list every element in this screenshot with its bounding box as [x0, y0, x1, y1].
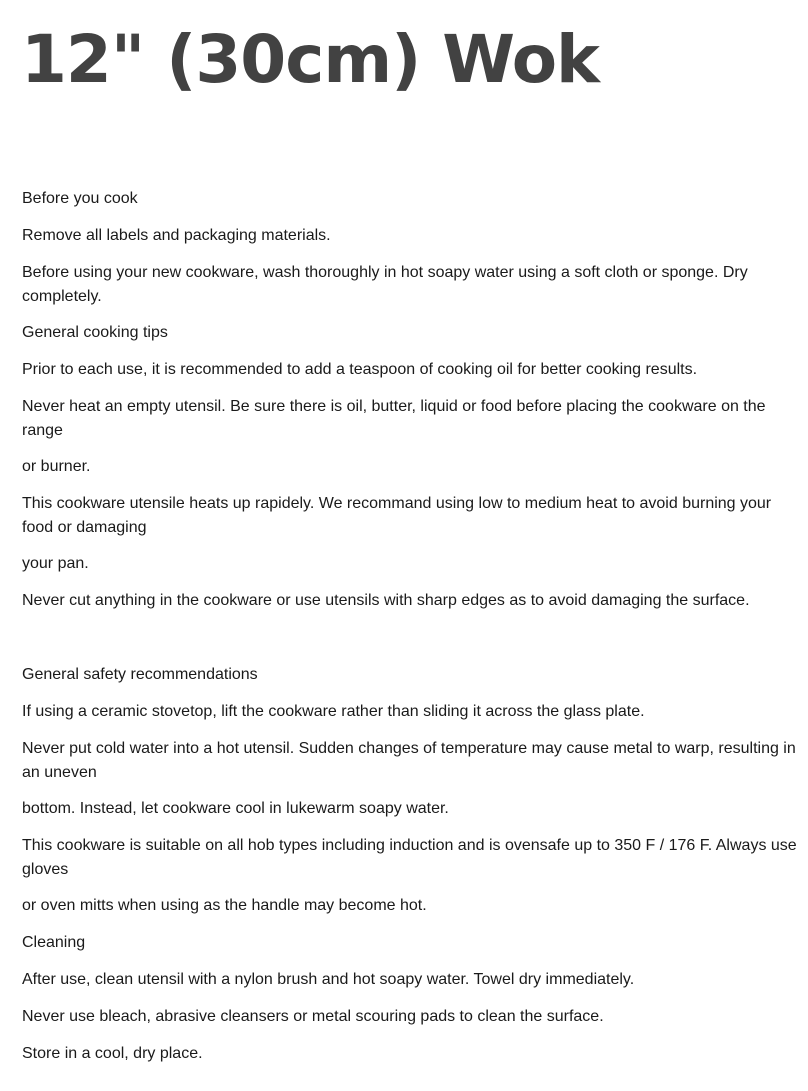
paragraph: Never heat an empty utensil. Be sure there is oil, butter, liquid or food before placing the cookware on the range	[22, 398, 766, 439]
paragraph: This cookware is suitable on all hob types including induction and is ovensafe up to 350 F / 176 F. Always use gloves	[22, 837, 797, 878]
section-heading-before-you-cook: Before you cook	[22, 190, 138, 207]
paragraph: Store in a cool, dry place.	[22, 1045, 203, 1062]
paragraph: Never use bleach, abrasive cleansers or metal scouring pads to clean the surface.	[22, 1008, 604, 1025]
paragraph: This cookware utensile heats up rapidely. We recommand using low to medium heat to avoid burning your food or damaging	[22, 495, 772, 536]
paragraph: Never put cold water into a hot utensil. Sudden changes of temperature may cause metal to warp, resulting in an uneven	[22, 740, 796, 781]
section-heading-cleaning: Cleaning	[22, 934, 86, 951]
paragraph: your pan.	[22, 555, 89, 572]
paragraph: or burner.	[22, 458, 91, 475]
paragraph: Prior to each use, it is recommended to add a teaspoon of cooking oil for better cooking results.	[22, 361, 698, 378]
paragraph: Before using your new cookware, wash thoroughly in hot soapy water using a soft cloth or sponge. Dry completely.	[22, 264, 748, 305]
section-heading-general-safety-recommendations: General safety recommendations	[22, 666, 258, 683]
paragraph: Never cut anything in the cookware or use utensils with sharp edges as to avoid damaging the surface.	[22, 592, 750, 609]
paragraph: If using a ceramic stovetop, lift the cookware rather than sliding it across the glass plate.	[22, 703, 645, 720]
paragraph: After use, clean utensil with a nylon brush and hot soapy water. Towel dry immediately.	[22, 971, 635, 988]
paragraph: Remove all labels and packaging materials.	[22, 227, 331, 244]
page-title: 12" (30cm) Wok	[21, 21, 599, 98]
section-heading-general-cooking-tips: General cooking tips	[22, 324, 168, 341]
paragraph: bottom. Instead, let cookware cool in lukewarm soapy water.	[22, 800, 449, 817]
paragraph: or oven mitts when using as the handle may become hot.	[22, 897, 427, 914]
